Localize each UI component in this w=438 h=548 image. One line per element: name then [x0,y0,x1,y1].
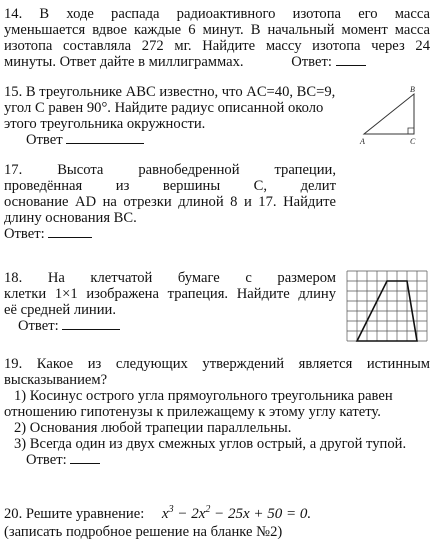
question-20 [4,506,430,540]
q14-line-3: изотопа составляла 272 мг. Найдите массу изотопа через 24 [4,38,430,54]
question-14 [4,6,430,70]
right-angle-mark [408,128,414,134]
q15-answer-row [4,132,344,148]
q19-answer-row [4,452,430,468]
q17-line-4: длину основания BC. [4,210,137,226]
q17-answer-label: Ответ: [4,226,45,242]
q20-eq-exp: 3 [168,504,174,515]
q20-note: (записать подробное решение на бланке №2) [4,524,283,540]
q18-line-2: клетки 1×1 изображена трапеция. Найдите длину [4,286,336,302]
q19-line-2: высказыванием? [4,372,108,388]
triangle-abc [364,94,414,134]
q14-answer-label: Ответ: [291,54,332,70]
question-18 [4,270,336,334]
q17-answer-row [4,226,336,242]
question-15 [4,84,344,148]
q14-answer-blank[interactable] [336,54,366,66]
question-17 [4,162,336,242]
q17-line-2: проведённая из вершины C, делит [4,178,336,194]
q17-line-3: основание AD на отрезки длиной 8 и 17. Найдите [4,194,336,210]
q18-answer-label: Ответ: [18,318,59,334]
q15-line-3: этого треугольника окружности. [4,116,206,132]
q19-answer-blank[interactable] [70,452,100,464]
q18-line-1: 18. На клетчатой бумаге с размером [4,270,336,286]
q20-line-1 [4,506,430,522]
label-c: C [410,137,416,146]
q18-answer-row [4,318,336,334]
q15-answer-label: Ответ [26,132,63,148]
q20-eq-rest: − 25x + 50 = 0. [210,506,312,522]
q18-answer-blank[interactable] [62,318,120,330]
q14-line-2: уменьшается вдвое каждые 6 минут. В начальный момент масса [4,22,430,38]
q20-eq-x: x [161,506,169,522]
q17-line-1: 17. Высота равнобедренной трапеции, [4,162,336,178]
grid-trapezoid-figure [346,270,428,342]
q20-eq-mid: − 2x [173,506,206,522]
label-a: A [360,137,365,146]
q20-equation [148,506,311,522]
question-19 [4,356,430,468]
q18-line-3: её средней линии. [4,302,117,318]
q20-eq-exp2: 2 [205,504,211,515]
q19-option-1-line-2: отношению гипотенузы к прилежащему к этому углу катету. [4,404,381,420]
q19-option-2: 2) Основания любой трапеции параллельны. [14,420,292,436]
q17-answer-blank[interactable] [48,226,92,238]
q14-line-4 [4,54,430,70]
q15-line-2: угол C равен 90°. Найдите радиус описанной около [4,100,324,116]
q20-label: 20. Решите уравнение: [4,506,145,522]
q14-last-text: минуты. Ответ дайте в миллиграммах. [4,54,244,70]
q14-line-1: 14. В ходе распада радиоактивного изотопа его масса [4,6,430,22]
q15-answer-blank[interactable] [66,132,144,144]
right-triangle-figure [354,86,426,148]
q19-option-3: 3) Всегда один из двух смежных углов острый, а другой тупой. [14,436,407,452]
q19-option-1-line-1: 1) Косинус острого угла прямоугольного треугольника равен [14,388,393,404]
q19-answer-label: Ответ: [26,452,67,468]
label-b: B [410,86,415,94]
q19-line-1: 19. Какое из следующих утверждений является истинным [4,356,430,372]
q15-line-1: 15. В треугольнике ABC известно, что AC=40, BC=9, [4,84,336,100]
